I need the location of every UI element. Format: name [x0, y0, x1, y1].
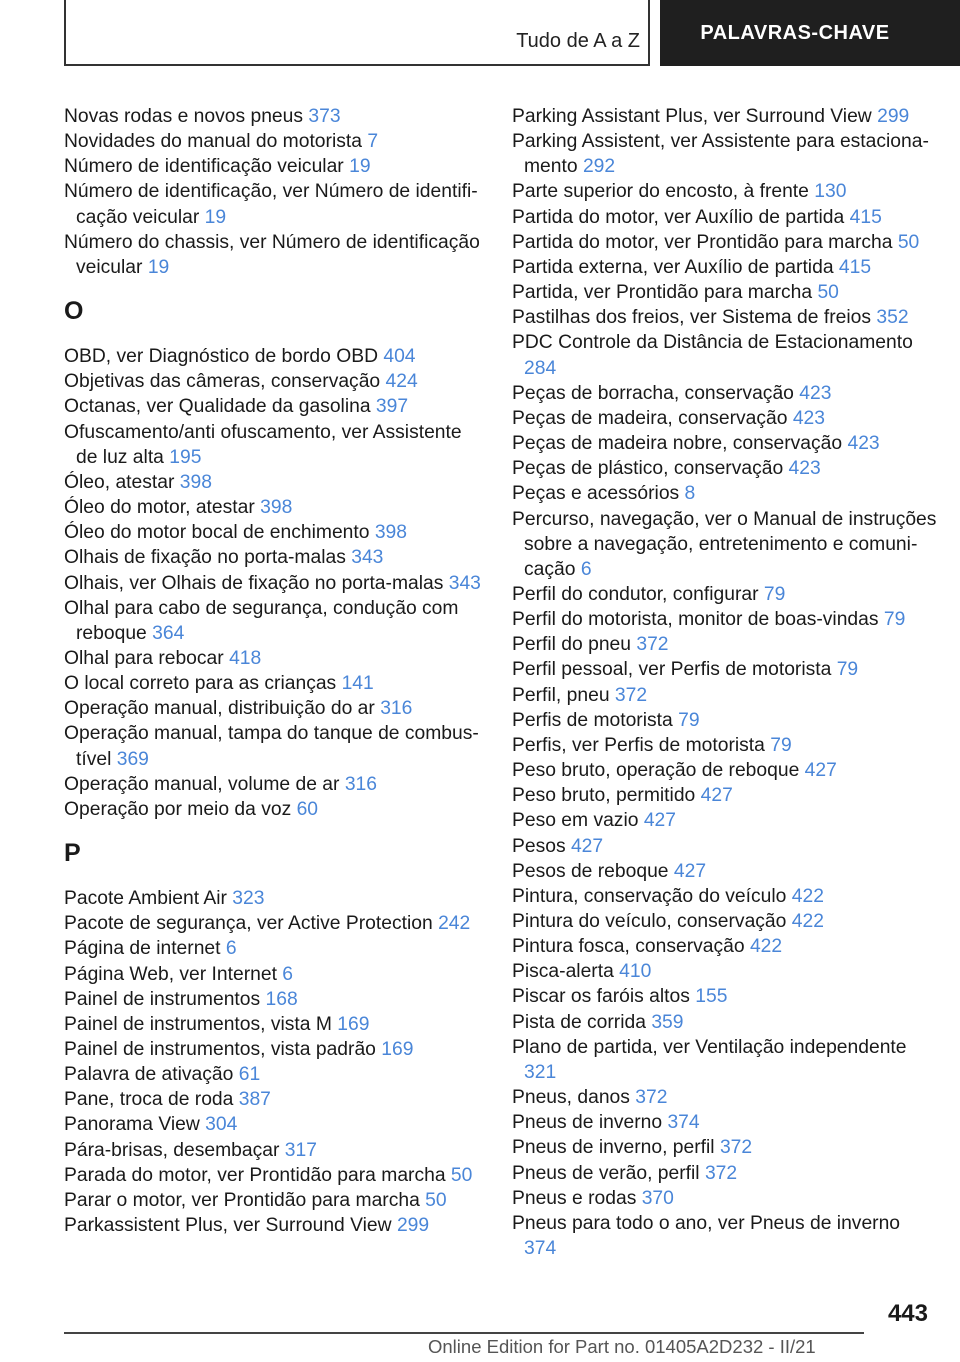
index-term: Novidades do manual do motorista — [64, 131, 362, 153]
chapter-tab[interactable]: PALAVRAS-CHAVE — [660, 0, 960, 66]
section-title: Tudo de A a Z — [516, 30, 640, 52]
page-number: 443 — [887, 1300, 928, 1327]
page-ref-link[interactable]: 292 — [582, 156, 616, 178]
page-ref-link[interactable]: 427 — [700, 785, 733, 807]
index-entry — [512, 280, 937, 305]
index-term: Operação manual, distribuição do ar — [64, 698, 375, 720]
page-ref-link[interactable]: 299 — [877, 106, 910, 127]
index-term: Olhal para rebocar — [64, 647, 224, 669]
page-ref-link[interactable]: 364 — [152, 622, 185, 644]
index-entry — [64, 1087, 484, 1112]
page-ref-link[interactable]: 130 — [814, 181, 847, 203]
index-term: Olhal para cabo de segurança, condução com reboque — [64, 597, 459, 644]
page-ref-link[interactable]: 169 — [337, 1013, 370, 1035]
index-entry — [512, 205, 937, 230]
page-ref-link[interactable]: 422 — [791, 911, 824, 932]
index-entry — [64, 721, 484, 771]
index-term: Pneus e rodas — [512, 1187, 637, 1209]
index-entry — [64, 962, 484, 987]
index-entry — [512, 1161, 937, 1186]
page-ref-link[interactable]: 316 — [380, 698, 413, 720]
index-term: Ofuscamento/anti ofuscamento, ver Assistente de luz alta — [64, 421, 462, 468]
index-entry — [64, 571, 484, 596]
index-term: PDC Controle da Distância de Estacionamento — [512, 332, 913, 354]
index-entry — [64, 596, 484, 646]
index-entry — [64, 470, 484, 495]
page-ref-link[interactable]: 418 — [229, 647, 262, 669]
page-ref-link[interactable]: 19 — [349, 156, 371, 178]
page-ref-link[interactable]: 79 — [883, 609, 906, 631]
page-ref-link[interactable]: 79 — [678, 709, 700, 731]
page-ref-link[interactable]: 316 — [344, 773, 377, 795]
index-term: Painel de instrumentos, vista M — [64, 1013, 332, 1035]
index-entry — [512, 104, 937, 129]
index-entry — [64, 230, 484, 280]
index-term: Pneus, danos — [512, 1087, 630, 1109]
index-entry — [64, 1112, 484, 1137]
index-term: Octanas, ver Qualidade da gasolina — [64, 396, 371, 418]
index-entry — [64, 154, 484, 179]
page-ref-link[interactable]: 369 — [116, 748, 149, 770]
index-group-p — [64, 886, 484, 1238]
index-term: OBD, ver Diagnóstico de bordo OBD — [64, 346, 378, 368]
index-term: Perfil do condutor, configurar — [512, 583, 759, 605]
page-ref-link[interactable]: 398 — [179, 471, 212, 493]
index-term: Peças e acessórios — [512, 483, 680, 505]
index-term: Operação por meio da voz — [64, 798, 292, 820]
page-ref-link[interactable]: 321 — [524, 1061, 557, 1083]
index-entry — [512, 783, 937, 808]
index-entry — [512, 1085, 937, 1110]
index-entry — [64, 179, 484, 229]
index-entry — [512, 406, 937, 431]
index-term: Perfis de motorista — [512, 709, 673, 731]
page-ref-link[interactable]: 50 — [425, 1189, 447, 1211]
index-term: Plano de partida, ver Ventilação independente — [512, 1036, 907, 1058]
index-term: Parar o motor, ver Prontidão para marcha — [64, 1189, 420, 1211]
index-entry — [64, 886, 484, 911]
index-entry — [512, 708, 937, 733]
page-ref-link[interactable]: 424 — [385, 371, 418, 393]
index-entry — [64, 129, 484, 154]
page-ref-link[interactable]: 6 — [580, 558, 592, 580]
index-entry — [512, 959, 937, 984]
index-entry — [64, 344, 484, 369]
page-ref-link[interactable]: 423 — [788, 458, 821, 480]
index-term: Número de identificação veicular — [64, 156, 344, 178]
index-term: Pára-brisas, desembaçar — [64, 1139, 280, 1161]
page-ref-link[interactable]: 374 — [667, 1112, 700, 1134]
index-term: Pacote de segurança, ver Active Protection — [64, 913, 433, 935]
index-group-n — [64, 104, 484, 280]
index-entry — [512, 1035, 937, 1085]
index-entry — [512, 884, 937, 909]
index-entry — [512, 657, 937, 682]
index-letter-p: P — [64, 839, 81, 868]
page-ref-link[interactable]: 415 — [838, 256, 872, 278]
index-term: Parkassistent Plus, ver Surround View — [64, 1215, 392, 1237]
index-entry — [512, 733, 937, 758]
index-term: Pneus de verão, perfil — [512, 1162, 700, 1184]
index-term: Peças de plástico, conservação — [512, 458, 784, 480]
index-entry — [512, 255, 937, 280]
index-term: Número do chassis, ver Número de identificação veicular — [64, 231, 480, 278]
index-entry — [512, 632, 937, 657]
page-ref-link[interactable]: 410 — [619, 961, 652, 983]
page-ref-link[interactable]: 404 — [383, 346, 416, 368]
page-ref-link[interactable]: 19 — [147, 256, 170, 278]
page-ref-link[interactable]: 372 — [614, 684, 648, 706]
index-entry — [64, 1163, 484, 1188]
page-ref-link[interactable]: 352 — [876, 307, 909, 329]
footer-edition: Online Edition for Part no. 01405A2D232 - II/21 — [428, 1336, 816, 1357]
index-term: Pintura do veículo, conservação — [512, 911, 787, 932]
page-ref-link[interactable]: 427 — [804, 760, 837, 782]
index-term: Panorama View — [64, 1114, 200, 1136]
index-term: Peças de madeira nobre, conservação — [512, 433, 843, 455]
index-term: O local correto para as crianças — [64, 673, 337, 695]
index-entry — [64, 1012, 484, 1037]
index-term: Objetivas das câmeras, conservação — [64, 371, 381, 393]
index-term: Pista de corrida — [512, 1011, 646, 1033]
index-entry — [512, 934, 937, 959]
page-ref-link[interactable]: 6 — [225, 938, 237, 960]
index-entry — [512, 834, 937, 859]
index-term: Peças de madeira, conservação — [512, 407, 788, 429]
index-entry — [512, 129, 937, 179]
index-entry — [512, 230, 937, 255]
index-term: Pneus de inverno — [512, 1112, 663, 1134]
page-ref-link[interactable]: 6 — [282, 963, 294, 985]
index-term: Número de identificação, ver Número de identificação veicular — [64, 181, 478, 228]
index-entry — [512, 456, 937, 481]
index-term: Peso em vazio — [512, 810, 639, 832]
index-group-o — [64, 344, 484, 822]
index-term: Partida externa, ver Auxílio de partida — [512, 256, 834, 278]
page-ref-link[interactable]: 79 — [763, 583, 786, 605]
index-term: Pisca-alerta — [512, 961, 614, 983]
page-ref-link[interactable]: 8 — [684, 483, 696, 505]
page-ref-link[interactable]: 19 — [204, 206, 227, 228]
index-term: Piscar os faróis altos — [512, 986, 690, 1008]
index-term: Partida, ver Prontidão para marcha — [512, 282, 813, 304]
index-group-p-continued — [512, 104, 937, 1261]
page-ref-link[interactable]: 50 — [450, 1164, 473, 1186]
index-entry — [64, 911, 484, 936]
index-term: Palavra de ativação — [64, 1064, 234, 1086]
index-column-left — [64, 104, 484, 1238]
index-entry — [64, 696, 484, 721]
index-entry — [512, 1010, 937, 1035]
index-term: Pesos — [512, 835, 566, 857]
index-entry — [512, 1186, 937, 1211]
page-ref-link[interactable]: 422 — [791, 885, 824, 907]
page-ref-link[interactable]: 323 — [232, 888, 265, 910]
page-ref-link[interactable]: 79 — [770, 734, 792, 756]
index-entry — [512, 607, 937, 632]
page-ref-link[interactable]: 427 — [673, 860, 707, 882]
page-ref-link[interactable]: 343 — [351, 547, 384, 569]
index-letter-o: O — [64, 297, 84, 326]
page-ref-link[interactable]: 423 — [792, 407, 825, 429]
index-entry — [512, 1135, 937, 1160]
page-ref-link[interactable]: 372 — [636, 634, 669, 656]
page-ref-link[interactable]: 422 — [749, 936, 783, 958]
index-entry — [512, 582, 937, 607]
index-term: Peças de borracha, conservação — [512, 382, 794, 404]
index-term: Partida do motor, ver Prontidão para marcha — [512, 231, 893, 253]
index-entry — [64, 104, 484, 129]
index-entry — [64, 772, 484, 797]
index-entry — [64, 369, 484, 394]
index-term: Peso bruto, permitido — [512, 785, 696, 807]
index-entry — [512, 808, 937, 833]
index-entry — [64, 1213, 484, 1238]
page-ref-link[interactable]: 359 — [651, 1011, 684, 1033]
page-ref-link[interactable]: 317 — [284, 1139, 317, 1161]
index-term: Pintura fosca, conservação — [512, 936, 745, 958]
index-term: Óleo do motor bocal de enchimento — [64, 522, 370, 544]
index-term: Página de internet — [64, 938, 221, 960]
index-term: Operação manual, tampa do tanque de combustível — [64, 723, 479, 770]
index-entry — [512, 305, 937, 330]
index-term: Novas rodas e novos pneus — [64, 106, 304, 127]
index-entry — [512, 431, 937, 456]
index-term: Pesos de reboque — [512, 860, 669, 882]
index-term: Painel de instrumentos — [64, 988, 261, 1010]
page-ref-link[interactable]: 370 — [641, 1187, 674, 1209]
page-ref-link[interactable]: 398 — [374, 522, 407, 544]
page-ref-link[interactable]: 387 — [238, 1089, 271, 1111]
index-entry — [64, 420, 484, 470]
index-term: Pneus de inverno, perfil — [512, 1137, 715, 1159]
index-entry — [64, 495, 484, 520]
index-entry — [64, 1188, 484, 1213]
index-entry — [64, 394, 484, 419]
index-term: Perfil do motorista, monitor de boas-vindas — [512, 609, 879, 631]
page-ref-link[interactable]: 423 — [847, 433, 880, 455]
index-entry — [512, 507, 937, 582]
index-term: Perfil, pneu — [512, 684, 610, 706]
page-ref-link[interactable]: 60 — [296, 798, 319, 820]
index-entry — [64, 545, 484, 570]
index-entry — [512, 1110, 937, 1135]
index-term: Perfil pessoal, ver Perfis de motorista — [512, 659, 832, 681]
page-ref-link[interactable]: 415 — [849, 206, 882, 228]
index-entry — [64, 1138, 484, 1163]
index-entry — [64, 671, 484, 696]
page-ref-link[interactable]: 374 — [524, 1238, 557, 1260]
index-entry — [512, 381, 937, 406]
page-ref-link[interactable]: 284 — [524, 357, 557, 379]
index-entry — [64, 520, 484, 545]
index-term: Painel de instrumentos, vista padrão — [64, 1039, 376, 1060]
page-ref-link[interactable]: 79 — [836, 659, 859, 681]
page-ref-link[interactable]: 304 — [205, 1114, 238, 1136]
page-ref-link[interactable]: 195 — [169, 446, 202, 468]
index-term: Peso bruto, operação de reboque — [512, 760, 800, 782]
index-entry — [512, 1211, 937, 1261]
page-ref-link[interactable]: 299 — [396, 1215, 430, 1237]
index-entry — [64, 987, 484, 1012]
index-term: Óleo, atestar — [64, 471, 175, 493]
index-entry — [512, 481, 937, 506]
index-term: Página Web, ver Internet — [64, 963, 277, 985]
page-ref-link[interactable]: 427 — [643, 810, 676, 832]
index-term: Parking Assistant Plus, ver Surround View — [512, 106, 872, 127]
index-term: Operação manual, volume de ar — [64, 773, 340, 795]
page-ref-link[interactable]: 155 — [695, 986, 728, 1008]
index-term: Pane, troca de roda — [64, 1089, 234, 1111]
index-term: Pastilhas dos freios, ver Sistema de freios — [512, 307, 872, 329]
index-entry — [512, 179, 937, 204]
index-term: Óleo do motor, atestar — [64, 497, 255, 519]
page-ref-link[interactable]: 397 — [375, 396, 409, 418]
index-entry — [512, 758, 937, 783]
index-term: Parada do motor, ver Prontidão para marcha — [64, 1164, 446, 1186]
page-ref-link[interactable]: 50 — [897, 231, 920, 253]
page-ref-link[interactable]: 398 — [260, 497, 293, 519]
index-term: Pintura, conservação do veículo — [512, 885, 787, 907]
page-ref-link[interactable]: 372 — [719, 1137, 753, 1159]
index-column-right — [512, 104, 937, 1261]
page-ref-link[interactable]: 372 — [635, 1087, 668, 1109]
index-entry — [64, 1037, 484, 1062]
page-ref-link[interactable]: 242 — [438, 913, 471, 935]
index-term: Olhais, ver Olhais de fixação no porta-malas — [64, 572, 444, 594]
index-entry — [64, 1062, 484, 1087]
page-ref-link[interactable]: 141 — [341, 673, 374, 695]
index-term: Pacote Ambient Air — [64, 888, 227, 910]
page-ref-link[interactable]: 427 — [570, 835, 604, 857]
index-term: Parte superior do encosto, à frente — [512, 181, 809, 203]
page-ref-link[interactable]: 168 — [265, 988, 298, 1010]
index-entry — [512, 909, 937, 934]
index-entry — [512, 984, 937, 1009]
page-ref-link[interactable]: 7 — [367, 131, 379, 153]
index-term: Olhais de fixação no porta-malas — [64, 547, 346, 569]
page-ref-link[interactable]: 423 — [799, 382, 832, 404]
index-entry — [512, 683, 937, 708]
index-entry — [64, 646, 484, 671]
page-ref-link[interactable]: 372 — [704, 1162, 738, 1184]
page-ref-link[interactable]: 50 — [817, 282, 839, 304]
index-entry — [512, 859, 937, 884]
index-term: Pneus para todo o ano, ver Pneus de inverno — [512, 1212, 901, 1234]
index-term: Percurso, navegação, ver o Manual de instruções sobre a navegação, entretenimento e comunicação — [512, 508, 937, 580]
page-ref-link[interactable]: 343 — [448, 572, 481, 594]
page-ref-link[interactable]: 169 — [381, 1039, 414, 1060]
index-term: Partida do motor, ver Auxílio de partida — [512, 206, 845, 228]
index-term: Perfil do pneu — [512, 634, 631, 656]
footer-divider — [64, 1332, 864, 1334]
index-term: Perfis, ver Perfis de motorista — [512, 734, 765, 756]
index-entry — [512, 330, 937, 380]
page-ref-link[interactable]: 61 — [238, 1064, 261, 1086]
index-term: Parking Assistent, ver Assistente para estacionamento — [512, 131, 929, 178]
index-entry — [64, 797, 484, 822]
page-ref-link[interactable]: 373 — [308, 106, 341, 127]
index-entry — [64, 936, 484, 961]
